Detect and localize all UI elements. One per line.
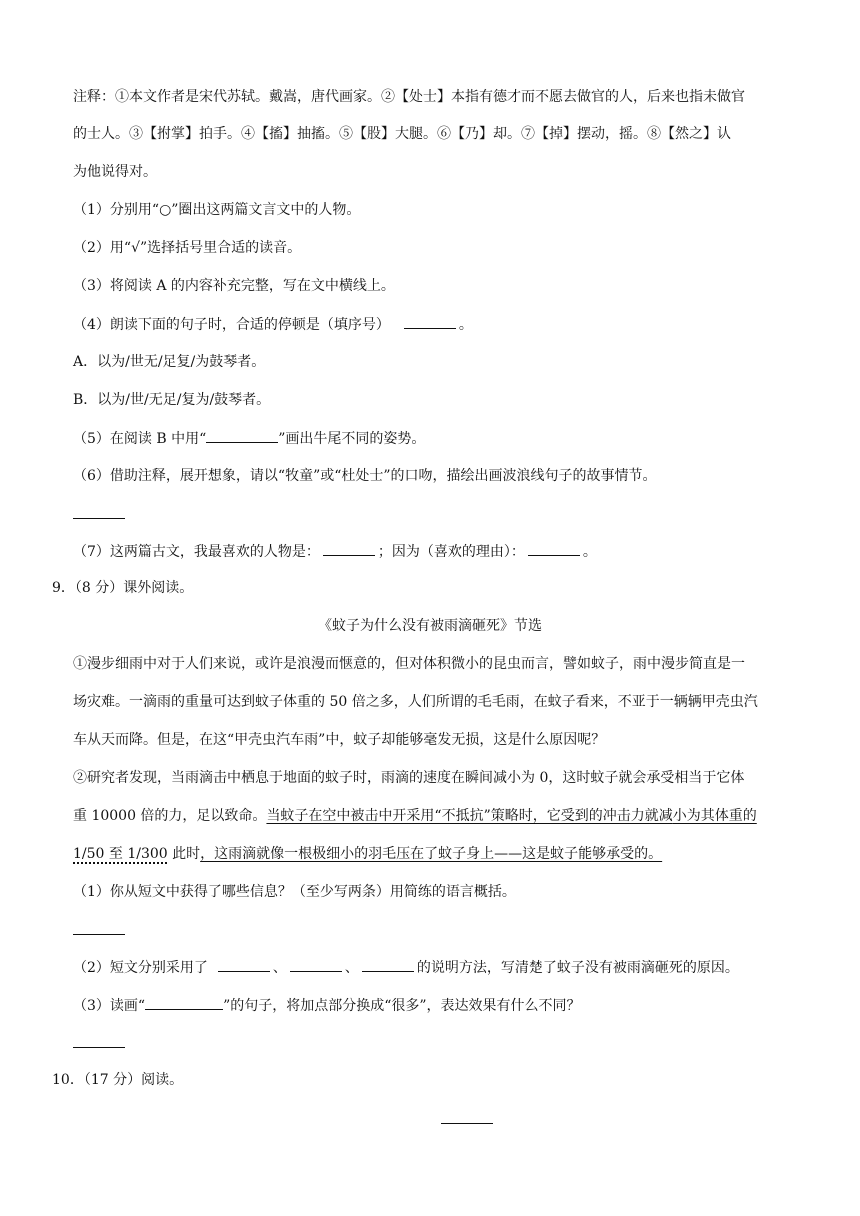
q9-sub3-pre: （3）读画“ bbox=[73, 998, 146, 1014]
answer-blank[interactable] bbox=[290, 957, 342, 972]
q8-sub2: （2）用“√”选择括号里合适的读音。 bbox=[73, 240, 302, 256]
q9-para2-line1: ②研究者发现，当雨滴击中栖息于地面的蚊子时，雨滴的速度在瞬间减小为 0，这时蚊子就会承受相当于它体 bbox=[73, 770, 745, 786]
q9-sub3 bbox=[73, 995, 813, 1016]
q9-para1-line2: 场灾难。一滴雨的重量可达到蚊子体重的 50 倍之多，人们所谓的毛毛雨，在蚊子看来，不亚于一辆辆甲壳虫汽 bbox=[73, 694, 758, 710]
answer-blank[interactable] bbox=[528, 541, 580, 556]
title-blank-line[interactable] bbox=[441, 1123, 493, 1124]
q9-sub2-sep: 、 bbox=[344, 960, 359, 976]
q9-para2-text: 重 10000 倍的力，足以致命。 bbox=[73, 808, 267, 824]
answer-blank[interactable] bbox=[404, 314, 456, 329]
answer-blank[interactable] bbox=[362, 957, 414, 972]
q9-para1-line1: ①漫步细雨中对于人们来说，或许是浪漫而惬意的，但对体积微小的昆虫而言，譬如蚊子，雨中漫步简直是一 bbox=[73, 656, 745, 672]
notes-line-3: 为他说得对。 bbox=[73, 164, 157, 180]
q8-option-a: A．以为/世无/足复/为鼓琴者。 bbox=[73, 354, 266, 370]
q8-sub4 bbox=[73, 314, 813, 335]
answer-blank[interactable] bbox=[218, 957, 270, 972]
q8-sub1: （1）分别用“○”圈出这两篇文言文中的人物。 bbox=[73, 202, 361, 218]
q8-sub3: （3）将阅读 A 的内容补充完整，写在文中横线上。 bbox=[73, 278, 395, 294]
q9-para2-line3 bbox=[73, 844, 813, 864]
q8-sub7 bbox=[73, 541, 813, 562]
q9-para2-line2 bbox=[73, 806, 813, 826]
q9-sub2 bbox=[73, 957, 813, 978]
q9-sub1: （1）你从短文中获得了哪些信息？（至少写两条）用简练的语言概括。 bbox=[73, 884, 516, 900]
underlined-sentence-end: ，这雨滴就像一根极细小的羽毛压在了蚊子身上——这是蚊子能够承受的。 bbox=[200, 846, 663, 862]
answer-blank-line[interactable] bbox=[73, 518, 125, 519]
underlined-sentence-cont bbox=[673, 808, 757, 824]
q8-sub5-pre: （5）在阅读 B 中用“ bbox=[73, 431, 207, 447]
q9-sub3-post: ”的句子，将加点部分换成“很多”，表达效果有什么不同？ bbox=[223, 998, 581, 1014]
q9-sub2-pre: （2）短文分别采用了 bbox=[73, 960, 208, 976]
q8-sub7-end: 。 bbox=[582, 544, 597, 560]
notes-line-1: 注释：①本文作者是宋代苏轼。戴嵩，唐代画家。②【处士】本指有德才而不愿去做官的人，后来也指未做官 bbox=[73, 89, 745, 105]
q9-passage-title: 《蚊子为什么没有被雨滴砸死》节选 bbox=[318, 618, 542, 634]
q8-sub7-pre: （7）这两篇古文，我最喜欢的人物是： bbox=[73, 544, 320, 560]
q9-para2-text: 此时 bbox=[167, 846, 201, 862]
q9-heading: 9．（8 分）课外阅读。 bbox=[52, 580, 194, 596]
dotted-phrase: 1/50 至 1/300 bbox=[73, 846, 168, 862]
q8-sub4-end: 。 bbox=[458, 317, 473, 333]
q8-sub4-text: （4）朗读下面的句子时，合适的停顿是（填序号） bbox=[73, 317, 390, 333]
underlined-sentence: 当蚊子在空中被击中开采用“不抵抗”策略时，它受到的冲击力就减 bbox=[266, 808, 673, 824]
q8-sub7-mid: ；因为（喜欢的理由）： bbox=[377, 544, 525, 560]
q8-option-b: B．以为/世/无足/复为/鼓琴者。 bbox=[73, 392, 271, 408]
q9-sub2-post: 的说明方法，写清楚了蚊子没有被雨滴砸死的原因。 bbox=[416, 960, 739, 976]
q8-sub5-post: ”画出牛尾不同的姿势。 bbox=[278, 431, 426, 447]
q8-sub5 bbox=[73, 428, 813, 449]
answer-blank[interactable] bbox=[323, 541, 375, 556]
underline-sample bbox=[145, 995, 223, 1010]
underline-sample bbox=[206, 428, 278, 443]
q9-sub2-sep: 、 bbox=[272, 960, 287, 976]
answer-blank-line[interactable] bbox=[73, 1047, 125, 1048]
underlined-text: 小为其体重的 bbox=[672, 808, 757, 824]
q8-sub6: （6）借助注释，展开想象，请以“牧童”或“杜处士”的口吻，描绘出画波浪线句子的故事情节。 bbox=[73, 468, 657, 484]
notes-line-2: 的士人。③【拊掌】拍手。④【搐】抽搐。⑤【股】大腿。⑥【乃】却。⑦【掉】摆动，摇。⑧【然之】认 bbox=[73, 126, 731, 142]
answer-blank-line[interactable] bbox=[73, 934, 125, 935]
q9-para1-line3: 车从天而降。但是，在这“甲壳虫汽车雨”中，蚊子却能够毫发无损，这是什么原因呢？ bbox=[73, 732, 606, 748]
q10-heading: 10．（17 分）阅读。 bbox=[52, 1072, 184, 1088]
